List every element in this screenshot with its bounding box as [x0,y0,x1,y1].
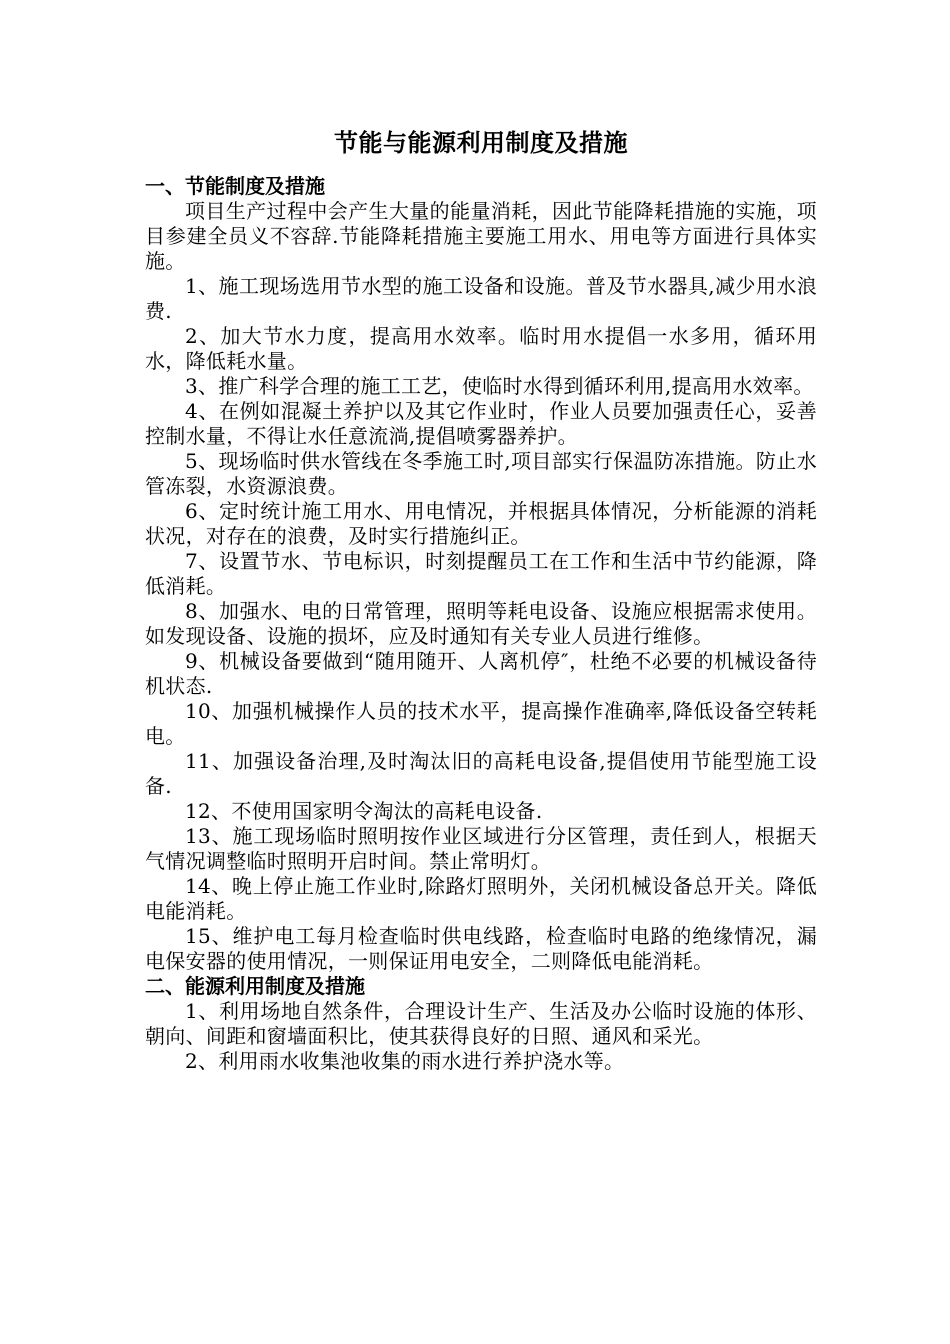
paragraph-item-4: 4、在例如混凝土养护以及其它作业时，作业人员要加强责任心，妥善控制水量，不得让水任意流淌,提倡喷雾器养护。 [145,399,817,448]
section-energy-utilization [145,974,817,1074]
paragraph-item-6: 6、定时统计施工用水、用电情况，并根据具体情况，分析能源的消耗状况，对存在的浪费，及时实行措施纠正。 [145,499,817,548]
paragraph-intro: 项目生产过程中会产生大量的能量消耗，因此节能降耗措施的实施，项目参建全员义不容辞.节能降耗措施主要施工用水、用电等方面进行具体实施。 [145,199,817,273]
paragraph-item-2: 2、利用雨水收集池收集的雨水进行养护浇水等。 [185,1049,625,1073]
paragraph-item-15: 15、维护电工每月检查临时供电线路，检查临时电路的绝缘情况，漏电保安器的使用情况，一则保证用电安全，二则降低电能消耗。 [145,924,817,973]
paragraph-item-5: 5、现场临时供水管线在冬季施工时,项目部实行保温防冻措施。防止水管冻裂，水资源浪费。 [145,449,817,498]
document-page [145,128,817,1074]
paragraph-item-12: 12、不使用国家明令淘汰的高耗电设备. [185,799,543,823]
section-heading: 二、能源利用制度及措施 [145,974,365,998]
paragraph-item-1: 1、施工现场选用节水型的施工设备和设施。普及节水器具,减少用水浪费. [145,274,817,323]
paragraph-item-9: 9、机械设备要做到“随用随开、人离机停″，杜绝不必要的机械设备待机状态. [145,649,817,698]
document-title: 节能与能源利用制度及措施 [334,129,628,157]
paragraph-item-14: 14、晚上停止施工作业时,除路灯照明外，关闭机械设备总开关。降低电能消耗。 [145,874,817,923]
paragraph-item-11: 11、加强设备治理,及时淘汰旧的高耗电设备,提倡使用节能型施工设备. [145,749,817,798]
paragraph-item-2: 2、加大节水力度，提高用水效率。临时用水提倡一水多用，循环用水，降低耗水量。 [145,324,817,373]
section-energy-saving [145,174,817,974]
paragraph-item-7: 7、设置节水、节电标识，时刻提醒员工在工作和生活中节约能源，降低消耗。 [145,549,817,598]
section-heading: 一、节能制度及措施 [145,174,325,198]
paragraph-item-1: 1、利用场地自然条件，合理设计生产、生活及办公临时设施的体形、朝向、间距和窗墙面积比，使其获得良好的日照、通风和采光。 [145,999,817,1048]
paragraph-item-13: 13、施工现场临时照明按作业区域进行分区管理，责任到人，根据天气情况调整临时照明开启时间。禁止常明灯。 [145,824,817,873]
paragraph-item-10: 10、加强机械操作人员的技术水平，提高操作准确率,降低设备空转耗电。 [145,699,817,748]
paragraph-item-3: 3、推广科学合理的施工工艺，使临时水得到循环利用,提高用水效率。 [185,374,814,398]
paragraph-item-8: 8、加强水、电的日常管理，照明等耗电设备、设施应根据需求使用。如发现设备、设施的损坏，应及时通知有关专业人员进行维修。 [145,599,817,648]
